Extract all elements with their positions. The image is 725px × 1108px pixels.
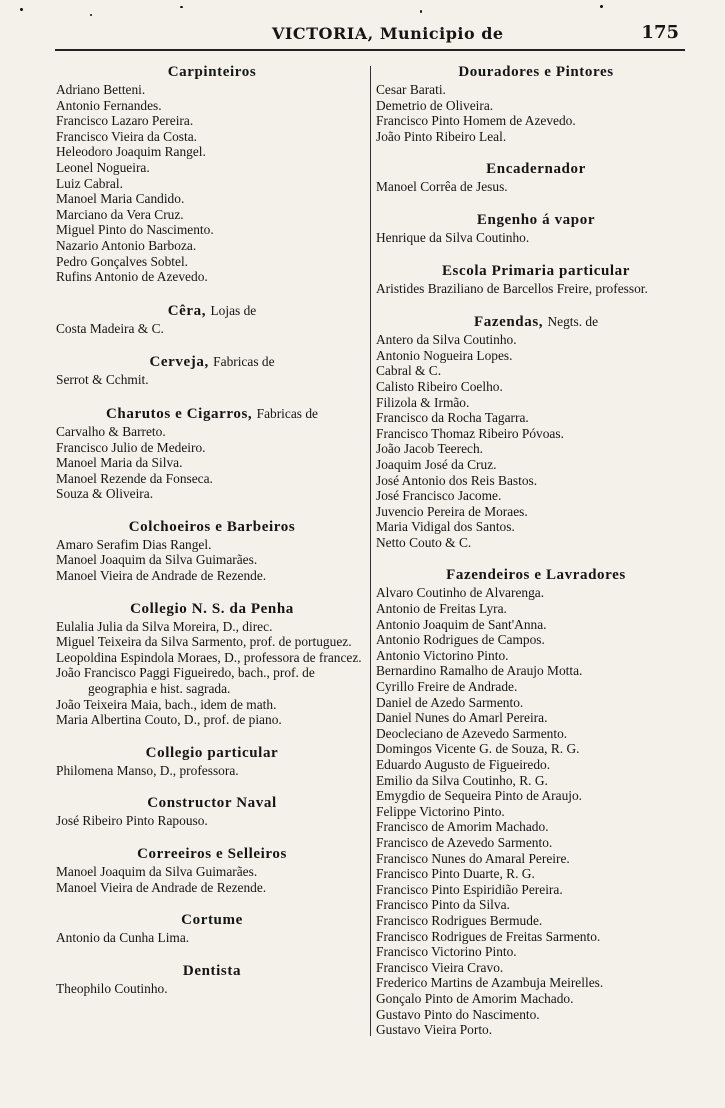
section-subtitle: Negts. de xyxy=(547,314,599,330)
directory-section xyxy=(56,601,368,728)
directory-entry: Bernardino Ramalho de Araujo Motta. xyxy=(376,663,583,679)
section-title: Carpinteiros xyxy=(167,64,257,80)
directory-entry: Frederico Martins de Azambuja Meirelles. xyxy=(376,975,604,991)
section-title: Fazendas, xyxy=(473,314,544,331)
directory-entry: Antonio Nogueira Lopes. xyxy=(376,347,513,363)
page-number: 175 xyxy=(641,22,679,43)
column-divider xyxy=(370,66,371,1036)
section-title: Cerveja, xyxy=(149,354,209,371)
directory-section xyxy=(376,313,696,550)
directory-section xyxy=(56,302,368,337)
section-subtitle: Lojas de xyxy=(210,302,257,318)
section-heading xyxy=(56,745,368,762)
directory-entry: Antero da Silva Coutinho. xyxy=(376,332,517,348)
directory-entry: Eulalia Julia da Silva Moreira, D., direc. xyxy=(56,618,273,634)
section-title: Douradores e Pintores xyxy=(458,64,614,80)
header-rule xyxy=(55,49,685,51)
directory-entry: Francisco Pinto Homem de Azevedo. xyxy=(376,113,576,129)
section-heading xyxy=(376,567,696,584)
directory-entry: Emilio da Silva Coutinho, R. G. xyxy=(376,772,548,788)
directory-entry: Francisco Victorino Pinto. xyxy=(376,944,517,960)
section-subtitle: Fabricas de xyxy=(213,354,275,370)
directory-entry: Alvaro Coutinho de Alvarenga. xyxy=(376,585,545,601)
directory-entry: Francisco Thomaz Ribeiro Póvoas. xyxy=(376,425,564,441)
directory-entry: José Francisco Jacome. xyxy=(376,488,502,504)
section-title: Encadernador xyxy=(486,161,586,178)
section-title: Colchoeiros e Barbeiros xyxy=(128,518,296,535)
section-title: Dentista xyxy=(182,962,242,979)
directory-entry: Manoel Maria da Silva. xyxy=(56,455,183,471)
directory-entry: Maria Vidigal dos Santos. xyxy=(376,519,515,535)
directory-section xyxy=(376,212,696,246)
directory-entry: Manoel Joaquim da Silva Guimarães. xyxy=(56,552,258,568)
directory-entry: Amaro Serafim Dias Rangel. xyxy=(56,536,212,552)
directory-entry: Gonçalo Pinto de Amorim Machado. xyxy=(376,990,574,1006)
section-heading xyxy=(376,313,696,331)
directory-entry: Demetrio de Oliveira. xyxy=(376,97,494,113)
directory-entry: Manoel Joaquim da Silva Guimarães. xyxy=(56,864,258,879)
directory-entry: João Jacob Teerech. xyxy=(376,441,484,457)
directory-entry: Francisco Pinto Espiridião Pereira. xyxy=(376,881,563,897)
section-title: Engenho á vapor xyxy=(476,211,596,228)
directory-entry: Souza & Oliveira. xyxy=(56,486,154,502)
directory-section xyxy=(56,64,368,285)
section-heading xyxy=(56,601,368,618)
directory-entry: Gustavo Pinto do Nascimento. xyxy=(376,1006,540,1022)
section-heading xyxy=(56,302,368,320)
section-heading xyxy=(376,64,696,81)
directory-entry: Manoel Vieira de Andrade de Rezende. xyxy=(56,568,267,584)
directory-entry: Felippe Victorino Pinto. xyxy=(376,803,505,819)
directory-entry: Cabral & C. xyxy=(376,363,442,379)
directory-section xyxy=(56,353,368,388)
directory-entry: Filizola & Irmão. xyxy=(376,394,470,410)
directory-entry: Calisto Ribeiro Coelho. xyxy=(376,378,503,394)
section-title: Escola Primaria particular xyxy=(441,262,631,279)
directory-entry: Emygdio de Sequeira Pinto de Araujo. xyxy=(376,788,583,804)
directory-entry: Rufins Antonio de Azevedo. xyxy=(56,269,208,285)
directory-section xyxy=(56,846,368,895)
directory-entry: Manoel Corrêa de Jesus. xyxy=(376,179,508,195)
section-title: Collegio particular xyxy=(145,744,279,761)
directory-entry: João Teixeira Maia, bach., idem de math. xyxy=(56,696,277,712)
directory-entry: Francisco Pinto da Silva. xyxy=(376,897,510,913)
directory-entry: Pedro Gonçalves Sobtel. xyxy=(56,253,189,269)
section-title: Constructor Naval xyxy=(147,795,277,812)
directory-entry: Cyrillo Freire de Andrade. xyxy=(376,679,518,695)
directory-entry: Philomena Manso, D., professora. xyxy=(56,762,239,778)
directory-entry: José Ribeiro Pinto Rapouso. xyxy=(56,813,208,829)
directory-entry: João Pinto Ribeiro Leal. xyxy=(376,128,507,144)
section-heading xyxy=(376,212,696,229)
directory-entry: Gustavo Vieira Porto. xyxy=(376,1022,493,1038)
section-title: Cêra, xyxy=(167,302,207,319)
section-subtitle: Fabricas de xyxy=(256,405,318,421)
directory-entry: Francisco de Amorim Machado. xyxy=(376,819,549,835)
directory-entry: Adriano Betteni. xyxy=(56,82,146,97)
directory-entry: Costa Madeira & C. xyxy=(56,320,164,336)
section-heading xyxy=(56,64,368,81)
section-heading xyxy=(376,263,696,280)
directory-entry: Heleodoro Joaquim Rangel. xyxy=(56,144,206,160)
directory-section xyxy=(56,405,368,502)
directory-section xyxy=(56,912,368,946)
directory-entry: Antonio Fernandes. xyxy=(56,97,162,113)
directory-entry: Antonio de Freitas Lyra. xyxy=(376,601,507,617)
right-column xyxy=(376,64,696,1055)
directory-entry: Leopoldina Espindola Moraes, D., professora de francez. xyxy=(56,649,362,665)
section-heading xyxy=(56,353,368,371)
directory-entry: Luiz Cabral. xyxy=(56,175,123,191)
directory-entry: Domingos Vicente G. de Souza, R. G. xyxy=(376,741,580,757)
directory-entry: Joaquim José da Cruz. xyxy=(376,456,497,472)
directory-entry: Antonio Rodrigues de Campos. xyxy=(376,632,545,648)
directory-entry: Miguel Teixeira da Silva Sarmento, prof. de portuguez. xyxy=(56,634,352,650)
directory-entry: Antonio Joaquim de Sant'Anna. xyxy=(376,616,547,632)
running-title: VICTORIA, Municipio de xyxy=(272,24,504,43)
directory-section xyxy=(376,567,696,1037)
directory-entry: Francisco Nunes do Amaral Pereire. xyxy=(376,850,570,866)
directory-entry: Manoel Vieira de Andrade de Rezende. xyxy=(56,879,267,895)
section-heading xyxy=(56,795,368,812)
directory-section xyxy=(56,795,368,829)
directory-entry: Manoel Maria Candido. xyxy=(56,191,185,207)
directory-entry: Francisco Rodrigues de Freitas Sarmento. xyxy=(376,928,601,944)
directory-entry: Francisco Lazaro Pereira. xyxy=(56,113,194,129)
directory-section xyxy=(376,263,696,297)
left-column xyxy=(56,64,368,1013)
directory-entry: Daniel Nunes do Amarl Pereira. xyxy=(376,710,548,726)
directory-entry: Francisco Vieira Cravo. xyxy=(376,959,504,975)
directory-entry: Leonel Nogueira. xyxy=(56,159,150,175)
section-title: Fazendeiros e Lavradores xyxy=(446,567,626,584)
directory-entry: João Francisco Paggi Figueiredo, bach., prof. de geographia e hist. sagrada. xyxy=(56,665,315,697)
page-header xyxy=(0,0,725,50)
directory-entry: Aristides Braziliano de Barcellos Freire, professor. xyxy=(376,280,648,296)
directory-entry: Juvencio Pereira de Moraes. xyxy=(376,503,528,519)
directory-entry: José Antonio dos Reis Bastos. xyxy=(376,472,538,488)
directory-entry: Cesar Barati. xyxy=(376,82,446,97)
section-heading xyxy=(56,405,368,423)
directory-entry: Eduardo Augusto de Figueiredo. xyxy=(376,757,551,772)
directory-entry: Marciano da Vera Cruz. xyxy=(56,206,184,222)
section-heading xyxy=(376,161,696,178)
directory-entry: Antonio Victorino Pinto. xyxy=(376,647,509,663)
directory-section xyxy=(376,161,696,195)
directory-entry: Manoel Rezende da Fonseca. xyxy=(56,470,213,486)
directory-entry: Serrot & Cchmit. xyxy=(56,372,149,388)
section-title: Cortume xyxy=(181,912,243,929)
directory-entry: Nazario Antonio Barboza. xyxy=(56,237,197,253)
directory-entry: Theophilo Coutinho. xyxy=(56,980,168,996)
directory-entry: Daniel de Azedo Sarmento. xyxy=(376,694,524,710)
directory-entry: Francisco Julio de Medeiro. xyxy=(56,439,206,455)
section-heading xyxy=(56,519,368,536)
section-title: Collegio N. S. da Penha xyxy=(130,600,294,617)
section-title: Charutos e Cigarros, xyxy=(105,405,253,422)
directory-section xyxy=(56,745,368,779)
directory-entry: Deocleciano de Azevedo Sarmento. xyxy=(376,725,568,741)
directory-entry: Carvalho & Barreto. xyxy=(56,423,166,439)
directory-entry: Miguel Pinto do Nascimento. xyxy=(56,222,214,238)
directory-entry: Francisco Rodrigues Bermude. xyxy=(376,912,543,928)
directory-entry: Antonio da Cunha Lima. xyxy=(56,930,190,946)
section-heading xyxy=(56,912,368,929)
directory-entry: Netto Couto & C. xyxy=(376,534,472,550)
section-title: Correeiros e Selleiros xyxy=(137,846,287,862)
directory-entry: Francisco de Azevedo Sarmento. xyxy=(376,834,553,850)
section-heading xyxy=(56,963,368,980)
directory-entry: Henrique da Silva Coutinho. xyxy=(376,229,530,245)
directory-section xyxy=(56,963,368,997)
section-heading xyxy=(56,846,368,863)
directory-section xyxy=(376,64,696,144)
directory-entry: Francisco Pinto Duarte, R. G. xyxy=(376,866,535,882)
directory-entry: Francisco Vieira da Costa. xyxy=(56,128,197,144)
directory-section xyxy=(56,519,368,584)
directory-entry: Maria Albertina Couto, D., prof. de piano. xyxy=(56,712,282,728)
directory-entry: Francisco da Rocha Tagarra. xyxy=(376,410,529,426)
